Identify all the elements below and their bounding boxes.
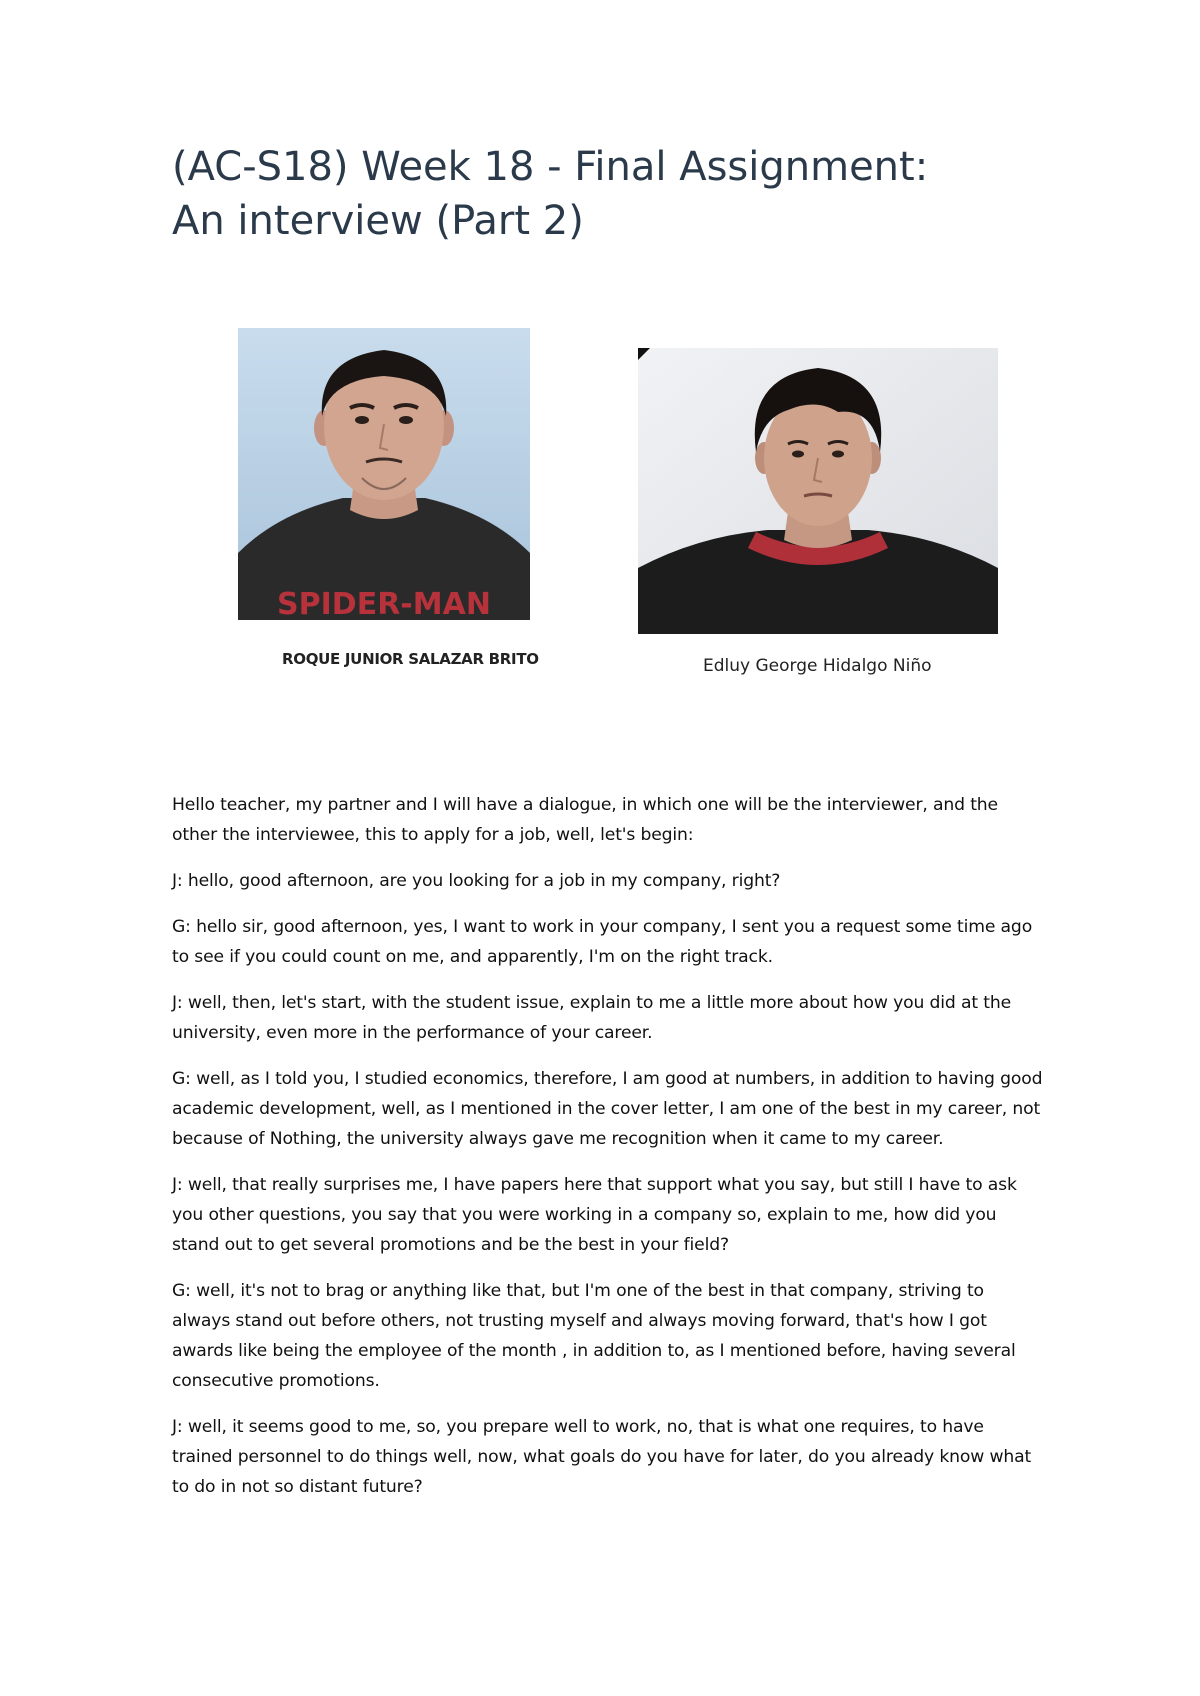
paragraph-dialogue: G: well, as I told you, I studied economics, therefore, I am good at numbers, in addition to having good academic development, well, as I mentioned in the cover letter, I am one of the best in my career, not because of Nothing, the university always gave me recognition when it came to my career. xyxy=(172,1069,1043,1149)
paragraph-dialogue: G: hello sir, good afternoon, yes, I want to work in your company, I sent you a request some time ago to see if you could count on me, and apparently, I'm on the right track. xyxy=(172,917,1033,967)
paragraph-dialogue: G: well, it's not to brag or anything like that, but I'm one of the best in that company, striving to always stand out before others, not trusting myself and always moving forward, that's how I got awards like being the employee of the month , in addition to, as I mentioned before, having several consecutive promotions. xyxy=(172,1281,1016,1391)
title-line-1: (AC-S18) Week 18 - Final Assignment: xyxy=(172,144,929,190)
paragraph-dialogue: J: well, it seems good to me, so, you prepare well to work, no, that is what one requires, to have trained personnel to do things well, now, what goals do you have for later, do you already know what to do in not so distant future? xyxy=(172,1417,1032,1497)
interview-dialogue xyxy=(172,790,1044,1518)
shirt-print-text: SPIDER-MAN xyxy=(277,587,491,620)
photo-caption-edluy: Edluy George Hidalgo Niño xyxy=(703,656,932,676)
document-title xyxy=(172,140,1072,248)
paragraph-intro: Hello teacher, my partner and I will have a dialogue, in which one will be the interviewer, and the other the interviewee, this to apply for a job, well, let's begin: xyxy=(172,795,998,845)
photo-caption-roque: ROQUE JUNIOR SALAZAR BRITO xyxy=(282,650,539,668)
paragraph-dialogue: J: hello, good afternoon, are you looking for a job in my company, right? xyxy=(172,871,781,891)
portrait-photo-edluy xyxy=(638,348,998,634)
portrait-photo-roque xyxy=(238,328,530,620)
paragraph-dialogue: J: well, that really surprises me, I have papers here that support what you say, but still I have to ask you other questions, you say that you were working in a company so, explain to me, how did you stand out to get several promotions and be the best in your field? xyxy=(172,1175,1017,1255)
paragraph-dialogue: J: well, then, let's start, with the student issue, explain to me a little more about how you did at the university, even more in the performance of your career. xyxy=(172,993,1012,1043)
title-line-2: An interview (Part 2) xyxy=(172,198,584,244)
